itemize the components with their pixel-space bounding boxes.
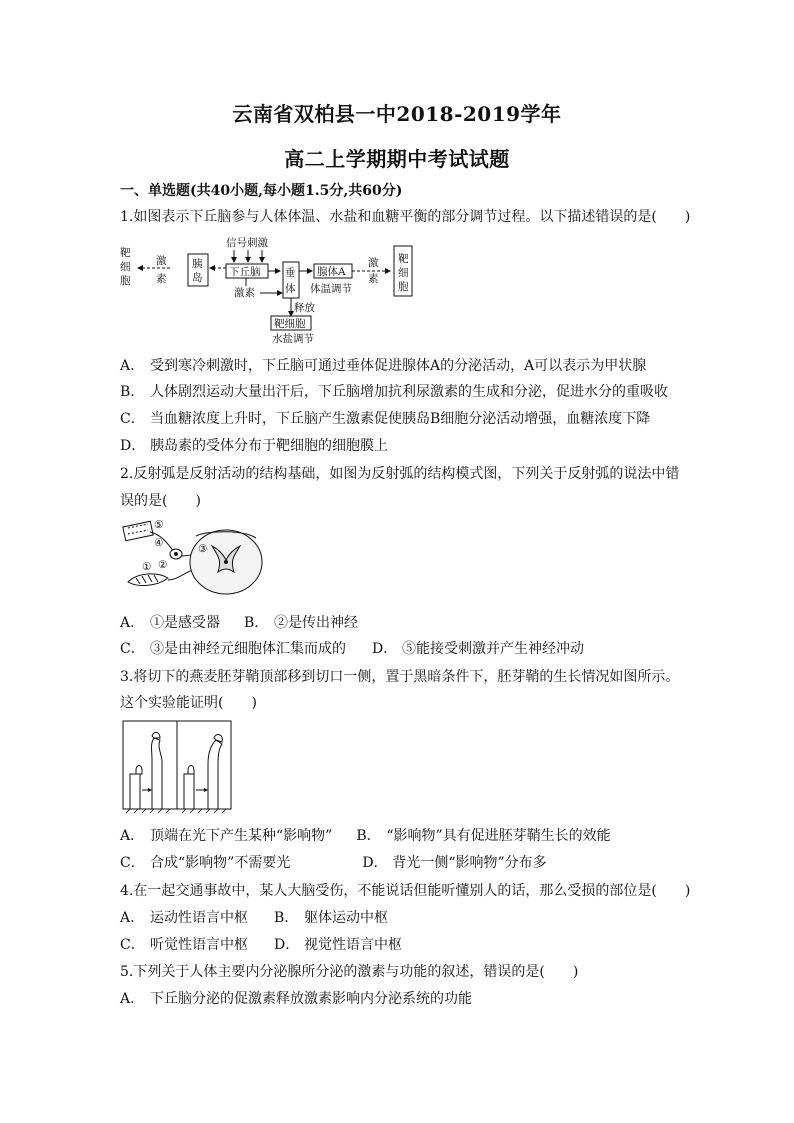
question-3-stem-line-2: 这个实验能证明( ) xyxy=(120,695,257,711)
target-right-2: 细 xyxy=(398,267,409,279)
question-4-stem: 4.在一起交通事故中，某人大脑受伤，不能说话但能听懂别人的话，那么受损的部位是( ) xyxy=(120,883,691,899)
question-3-option-row-2 xyxy=(120,852,547,872)
question-4-option-c[interactable]: C． 听觉性语言中枢 xyxy=(120,937,248,953)
coleoptile-diagram xyxy=(122,720,234,814)
temp-regulation-label: 体温调节 xyxy=(310,283,352,295)
question-3-stem-line-1: 3.将切下的燕麦胚芽鞘顶部移到切口一侧，置于黑暗条件下，胚芽鞘的生长情况如图所示。 xyxy=(120,669,680,685)
target-cell-left-label: 靶细胞 xyxy=(120,247,131,287)
label-3: ③ xyxy=(198,543,208,555)
release-label: 释放 xyxy=(294,302,315,314)
question-3-option-b[interactable]: B． “影响物”具有促进胚芽鞘生长的效能 xyxy=(356,828,611,844)
question-4-option-d[interactable]: D． 视觉性语言中枢 xyxy=(274,937,402,953)
signal-label: 信号刺激 xyxy=(226,237,268,249)
hormone-right-1: 激 xyxy=(368,257,379,269)
hormone-right-2: 素 xyxy=(368,273,379,285)
pancreas-label-1: 胰 xyxy=(192,258,203,270)
target-right-3: 胞 xyxy=(398,281,409,293)
question-5-stem: 5.下列关于人体主要内分泌腺所分泌的激素与功能的叙述，错误的是( ) xyxy=(120,964,579,980)
section-heading: 一、单选题(共40小题,每小题1.5分,共60分) xyxy=(120,183,403,199)
pancreas-label-2: 岛 xyxy=(192,272,203,284)
title-line-2: 高二上学期期中考试试题 xyxy=(284,147,510,171)
question-1-option-c[interactable]: C． 当血糖浓度上升时，下丘脑产生激素促使胰岛B细胞分泌活动增强，血糖浓度下降 xyxy=(120,411,651,427)
hormone-mid-label: 激素 xyxy=(234,287,255,299)
regulation-diagram xyxy=(118,232,428,344)
pituitary-label-2: 体 xyxy=(285,283,296,295)
water-salt-label: 水盐调节 xyxy=(272,333,314,344)
question-3-option-c[interactable]: C． 合成“影响物”不需要光 xyxy=(120,855,291,871)
hormone-left-1: 激 xyxy=(156,255,167,267)
question-3-option-d[interactable]: D． 背光一侧“影响物”分布多 xyxy=(362,855,547,871)
question-2-option-row-2 xyxy=(120,638,584,658)
question-3-option-a[interactable]: A． 顶端在光下产生某种“影响物” xyxy=(120,828,333,844)
target-right-1: 靶 xyxy=(398,253,409,265)
question-2-option-b[interactable]: B． ②是传出神经 xyxy=(244,615,358,631)
hormone-left-2: 素 xyxy=(156,273,167,285)
question-4-option-a[interactable]: A． 运动性语言中枢 xyxy=(120,910,248,926)
question-1-option-d[interactable]: D． 胰岛素的受体分布于靶细胞的细胞膜上 xyxy=(120,438,388,454)
question-1-option-b[interactable]: B． 人体剧烈运动大量出汗后，下丘脑增加抗利尿激素的生成和分泌，促进水分的重吸收 xyxy=(120,384,668,400)
question-4-option-b[interactable]: B． 躯体运动中枢 xyxy=(274,910,388,926)
question-2-option-d[interactable]: D． ⑤能接受刺激并产生神经冲动 xyxy=(372,641,584,657)
title-line-1: 云南省双柏县一中2018-2019学年 xyxy=(232,102,562,126)
label-2: ② xyxy=(158,559,168,571)
question-2-option-c[interactable]: C． ③是由神经元细胞体汇集而成的 xyxy=(120,641,346,657)
question-2-option-row-1 xyxy=(120,612,358,632)
reflex-arc-diagram xyxy=(118,516,273,604)
question-1-stem: 1.如图表示下丘脑参与人体体温、水盐和血糖平衡的部分调节过程。以下描述错误的是( ) xyxy=(120,209,691,225)
question-1-option-a[interactable]: A． 受到寒冷刺激时，下丘脑可通过垂体促进腺体A的分泌活动，A可以表示为甲状腺 xyxy=(120,358,647,374)
question-4-option-row-1 xyxy=(120,907,388,927)
question-2-stem-line-1: 2.反射弧是反射活动的结构基础，如图为反射弧的结构模式图，下列关于反射弧的说法中错 xyxy=(120,466,680,482)
question-2-option-a[interactable]: A． ①是感受器 xyxy=(120,615,220,631)
question-3-option-row-1 xyxy=(120,825,611,845)
label-4: ④ xyxy=(154,537,164,549)
question-5-option-a[interactable]: A． 下丘脑分泌的促激素释放激素影响内分泌系统的功能 xyxy=(120,991,472,1007)
hypothalamus-label: 下丘脑 xyxy=(229,266,261,278)
gland-a-label: 腺体A xyxy=(317,266,346,278)
label-5: ⑤ xyxy=(154,519,164,531)
label-1: ① xyxy=(142,561,152,573)
target-bottom-label: 靶细胞 xyxy=(274,318,306,330)
pituitary-label-1: 垂 xyxy=(285,267,296,279)
question-2-stem-line-2: 误的是( ) xyxy=(120,493,201,509)
question-4-option-row-2 xyxy=(120,934,402,954)
